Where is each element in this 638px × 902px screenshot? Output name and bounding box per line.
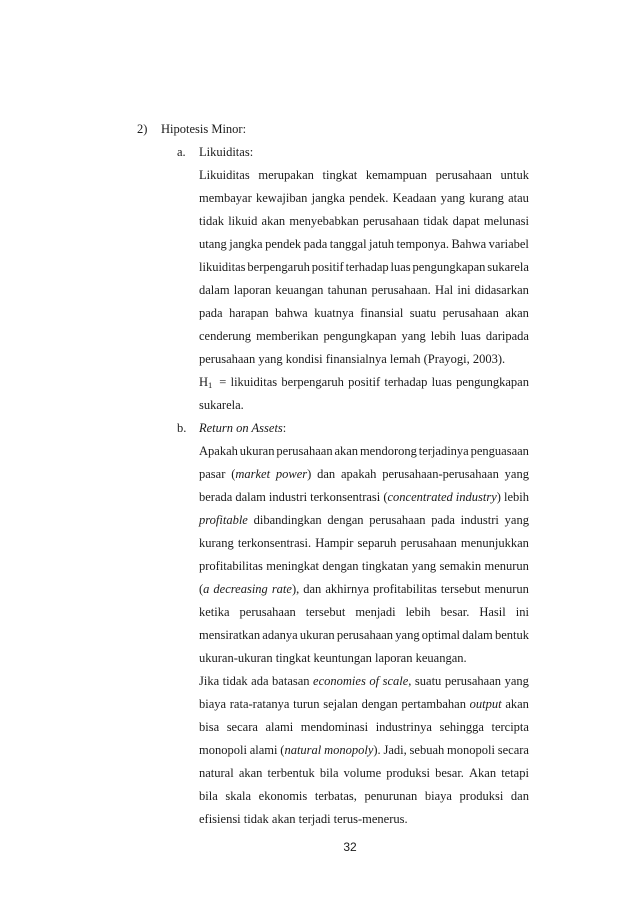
word: (market [231,467,271,481]
word: profitable [199,513,248,527]
word: pengungkapan [323,329,397,343]
word: jatuh [369,237,395,251]
word: rata-ratanya [229,697,290,711]
word: dapat [452,214,480,228]
word: luas [390,260,411,274]
word: perusahaan [336,628,394,642]
word: akan [505,306,529,320]
word: mendominasi [300,720,369,734]
word: Keadaan [392,191,437,205]
text-line [199,720,529,735]
word: temponya. [396,237,449,251]
text-line [199,467,529,482]
word: meningkat [266,559,320,573]
word: economies [313,674,366,688]
section-title: Hipotesis Minor: [161,122,247,136]
word: = [219,375,227,389]
word: dalam [235,490,266,504]
word: dan [317,467,336,481]
word: pengungkapan [456,375,529,389]
word: melunasi [483,214,529,228]
word: akan [261,214,286,228]
word: ini [515,605,529,619]
word: kewajiban [256,191,308,205]
word: menurun [484,559,529,573]
word: daripada [485,329,529,343]
word: berpengaruh [281,375,344,389]
text-line [199,329,529,344]
word: tetapi [501,766,529,780]
item-b-letter: b. [177,421,187,435]
word: tahunan [327,283,368,297]
word: (concentrated [383,490,453,504]
word: optimal [421,628,460,642]
word: perusahaan. [371,283,431,297]
word: bila [199,789,218,803]
word: ukuran [299,628,335,642]
word: industri [460,513,499,527]
text-line [199,444,529,459]
word: profitabilitas [373,582,437,596]
word: secara [497,743,529,757]
word: akan [505,697,529,711]
page-number: 32 [343,840,357,854]
word: pendek. [349,191,389,205]
word: kurang [469,191,504,205]
text-line [199,743,529,758]
word: menjadi [355,605,396,619]
word: perusahaan [444,674,502,688]
word: terhadap [345,260,389,274]
word: lebih [503,490,529,504]
word: sebuah [409,743,445,757]
word: Apakah [199,444,238,458]
word: produksi [459,789,504,803]
word: scale, [382,674,412,688]
word: Bahwa [451,237,487,251]
word: bisa [199,720,220,734]
word: terbatas, [314,789,357,803]
text-line [199,191,529,206]
word: bahwa [275,306,308,320]
word: pendek [265,237,302,251]
word: Hal [435,283,454,297]
word: dalam [199,283,230,297]
word: batasan [272,674,310,688]
word: biaya [199,697,227,711]
word: output [469,697,502,711]
word: bentuk [494,628,529,642]
word: sehingga [439,720,484,734]
word: perusahaan [400,536,457,550]
word: perusahaan [369,513,426,527]
word: terhadap [384,375,428,389]
word: variabel [488,237,529,251]
word: lebih [430,329,456,343]
word: finansial [360,306,404,320]
word: utang [199,237,227,251]
word: skala [225,789,252,803]
word: secara [226,720,258,734]
word: jangka [311,191,345,205]
word: monopoli [199,743,247,757]
word: perusahaan-perusahaan [382,467,499,481]
word: tanggal [329,237,367,251]
word: lebih [405,605,431,619]
text-line [199,306,529,321]
word: yang [504,467,529,481]
word: didasarkan [474,283,529,297]
word: rate), [271,582,300,596]
word: tersebut [305,605,346,619]
word: natural [199,766,234,780]
word: yang [504,513,529,527]
word: positif [311,260,344,274]
word: (natural [280,743,322,757]
word: of [369,674,380,688]
text-line [199,214,529,229]
text-line [199,697,529,712]
word: Hasil [479,605,506,619]
word: dalam [462,628,493,642]
word: merupakan [258,168,314,182]
word: pada [199,306,223,320]
word: sejalan [323,697,358,711]
word: akan [238,766,263,780]
word: ini [457,283,471,297]
word: penguasaan [470,444,529,458]
word: dengan [361,697,398,711]
word: Hampir [315,536,354,550]
word: industrinya [375,720,432,734]
word: separuh [357,536,397,550]
word: tidak [222,674,248,688]
word: membayar [199,191,252,205]
word: tidak [423,214,449,228]
word: industri [268,490,308,504]
word: (a [199,582,210,596]
word: perusahaan [442,306,499,320]
word: perusahaan [276,444,333,458]
word: Jadi, [383,743,407,757]
word: akan [334,444,359,458]
word: mendorong [359,444,417,458]
word: kurang [199,536,234,550]
word: keuangan [275,283,324,297]
word: memberikan [256,329,319,343]
word: yang [395,628,420,642]
word: apakah [341,467,377,481]
word: alami [249,743,278,757]
hypothesis-symbol: $H_1$ [199,375,213,390]
text-line [199,605,529,620]
word: pasar [199,467,226,481]
word: yang [401,329,426,343]
word: suatu [414,674,442,688]
word: Jika [199,674,220,688]
text-line [199,283,529,298]
word: menurun [484,582,529,596]
word: monopoli [447,743,495,757]
word: monopoly). [324,743,381,757]
word: menunjukkan [460,536,529,550]
word: semakin [439,559,482,573]
hypothesis-continuation: sukarela. [199,398,244,412]
text-line [199,260,529,275]
word: profitabilitas [199,559,263,573]
word: perusahaan [239,605,296,619]
word: pada [431,513,455,527]
section-number: 2) [137,122,148,136]
text-line [199,490,529,505]
word: laporan [233,283,272,297]
word: ketika [199,605,230,619]
word: suatu [409,306,437,320]
text-line: ukuran-ukuran tingkat keuntungan laporan keuangan. [199,651,467,665]
word: jangka [229,237,263,251]
word: luas [431,375,452,389]
word: tersebut [440,582,481,596]
text-line: perusahaan yang kondisi finansialnya lemah (Prayogi, 2003). [199,352,506,366]
word: pertambahan [401,697,466,711]
word: dan [510,789,529,803]
word: terkonsentrasi. [237,536,312,550]
word: untuk [500,168,529,182]
item-a-title: Likuiditas: [199,145,254,159]
text-line [199,674,529,689]
word: perusahaan [435,168,492,182]
word: penurunan [364,789,418,803]
word: berada [199,490,233,504]
text-line [199,168,529,183]
text-line [199,628,529,643]
text-line [199,513,529,528]
word: besar. [435,766,464,780]
word: volume [343,766,382,780]
word: ada [251,674,269,688]
word: luas [460,329,481,343]
word: sukarela [487,260,529,274]
text-line: efisiensi tidak akan terjadi terus-menerus. [199,812,408,826]
word: terjadinya [418,444,469,458]
word: mensiratkan [199,628,261,642]
word: terkonsentrasi [310,490,381,504]
word: besar. [440,605,470,619]
word: ekonomis [258,789,308,803]
word: pengungkapan [412,260,486,274]
word: kuatnya [314,306,354,320]
word: dengan [322,559,359,573]
word: produksi [386,766,431,780]
word: tingkat [322,168,358,182]
word: atau [508,191,529,205]
word: yang [411,559,437,573]
text-line [199,789,529,804]
word: biaya [424,789,452,803]
word: likuiditas [199,260,246,274]
word: alami [265,720,294,734]
word: dibandingkan [253,513,322,527]
word: harapan [229,306,269,320]
word: tidak [199,214,224,228]
word: akhirnya [325,582,370,596]
word: kemampuan [365,168,427,182]
word: yang [504,674,529,688]
text-line [199,559,529,574]
text-line [199,237,529,252]
word: bila [319,766,339,780]
word: decreasing [213,582,268,596]
word: industry) [455,490,501,504]
word: dengan [327,513,364,527]
word: perusahaan [362,214,420,228]
text-line [199,582,529,597]
word: pada [303,237,328,251]
text-line [199,536,529,551]
hypothesis-text [219,375,529,390]
item-a-letter: a. [177,145,186,159]
word: turun [293,697,320,711]
item-b-title: Return on Assets: [199,421,287,435]
word: power) [275,467,312,481]
word: terbentuk [267,766,315,780]
word: berpengaruh [247,260,310,274]
word: Akan [469,766,497,780]
text-line [199,766,529,781]
word: yang [440,191,465,205]
word: cenderung [199,329,252,343]
word: adanya [262,628,298,642]
word: likuiditas [230,375,278,389]
word: tingkatan [361,559,409,573]
word: likuid [228,214,258,228]
word: Likuiditas [199,168,250,182]
word: dan [303,582,322,596]
word: ukuran [239,444,275,458]
word: menyebabkan [289,214,359,228]
word: tercipta [491,720,529,734]
hypothesis-h1 [199,375,529,390]
word: positif [348,375,381,389]
